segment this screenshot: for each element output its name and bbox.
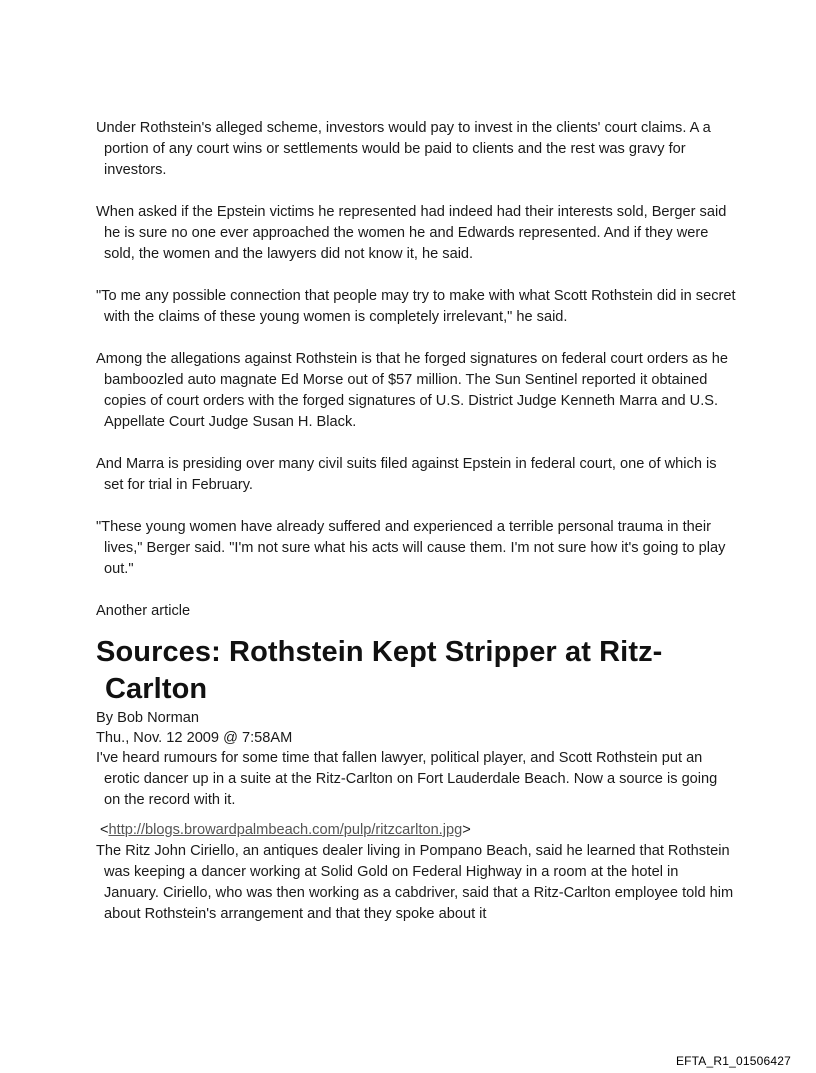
paragraph-quote-trauma: "These young women have already suffered and experienced a terrible personal trauma in their lives," Berger said. "I'm not sure what his acts will cause them. I'm not sure how it's going to play out."	[96, 519, 726, 577]
image-reference	[100, 820, 736, 841]
paragraph-epstein-victims: When asked if the Epstein victims he represented had indeed had their interests sold, Berger said he is sure no one ever approached the women he and Edwards represented. And if they were sold, the women and the lawyers did not know it, he said.	[96, 204, 727, 262]
image-link[interactable]: http://blogs.browardpalmbeach.com/pulp/ritzcarlton.jpg	[108, 822, 463, 838]
another-article-label: Another article	[96, 603, 191, 619]
article-headline: Sources: Rothstein Kept Stripper at Ritz-Carlton	[96, 636, 663, 705]
paragraph-allegations: Among the allegations against Rothstein is that he forged signatures on federal court orders as he bamboozled auto magnate Ed Morse out of $57 million. The Sun Sentinel reported it obtained copies of court orders with the forged signatures of U.S. District Judge Kenneth Marra and U.S. Appellate Court Judge Susan H. Black.	[96, 351, 728, 430]
paragraph-marra: And Marra is presiding over many civil suits filed against Epstein in federal court, one of which is set for trial in February.	[96, 456, 717, 493]
image-ref-open: <	[100, 822, 109, 838]
document-id-stamp: EFTA_R1_01506427	[675, 1054, 791, 1068]
paragraph-quote-irrelevant: "To me any possible connection that people may try to make with what Scott Rothstein did in secret with the claims of these young women is completely irrelevant," he said.	[96, 288, 736, 325]
image-ref-close: >	[462, 822, 471, 838]
article-byline: By Bob Norman	[96, 710, 200, 726]
article-dateline: Thu., Nov. 12 2009 @ 7:58AM	[96, 730, 293, 746]
document-page	[96, 118, 736, 925]
paragraph-scheme: Under Rothstein's alleged scheme, investors would pay to invest in the clients' court claims. A a portion of any court wins or settlements would be paid to clients and the rest was gravy for investors.	[96, 120, 711, 178]
article-intro: I've heard rumours for some time that fallen lawyer, political player, and Scott Rothstein put an erotic dancer up in a suite at the Ritz-Carlton on Fort Lauderdale Beach. Now a source is going on the record with it.	[96, 750, 718, 808]
article-body: The Ritz John Ciriello, an antiques dealer living in Pompano Beach, said he learned that Rothstein was keeping a dancer working at Solid Gold on Federal Highway in a room at the hotel in January. Ciriello, who was then working as a cabdriver, said that a Ritz-Carlton employee told him about Rothstein's arrangement and that they spoke about it	[96, 843, 734, 922]
